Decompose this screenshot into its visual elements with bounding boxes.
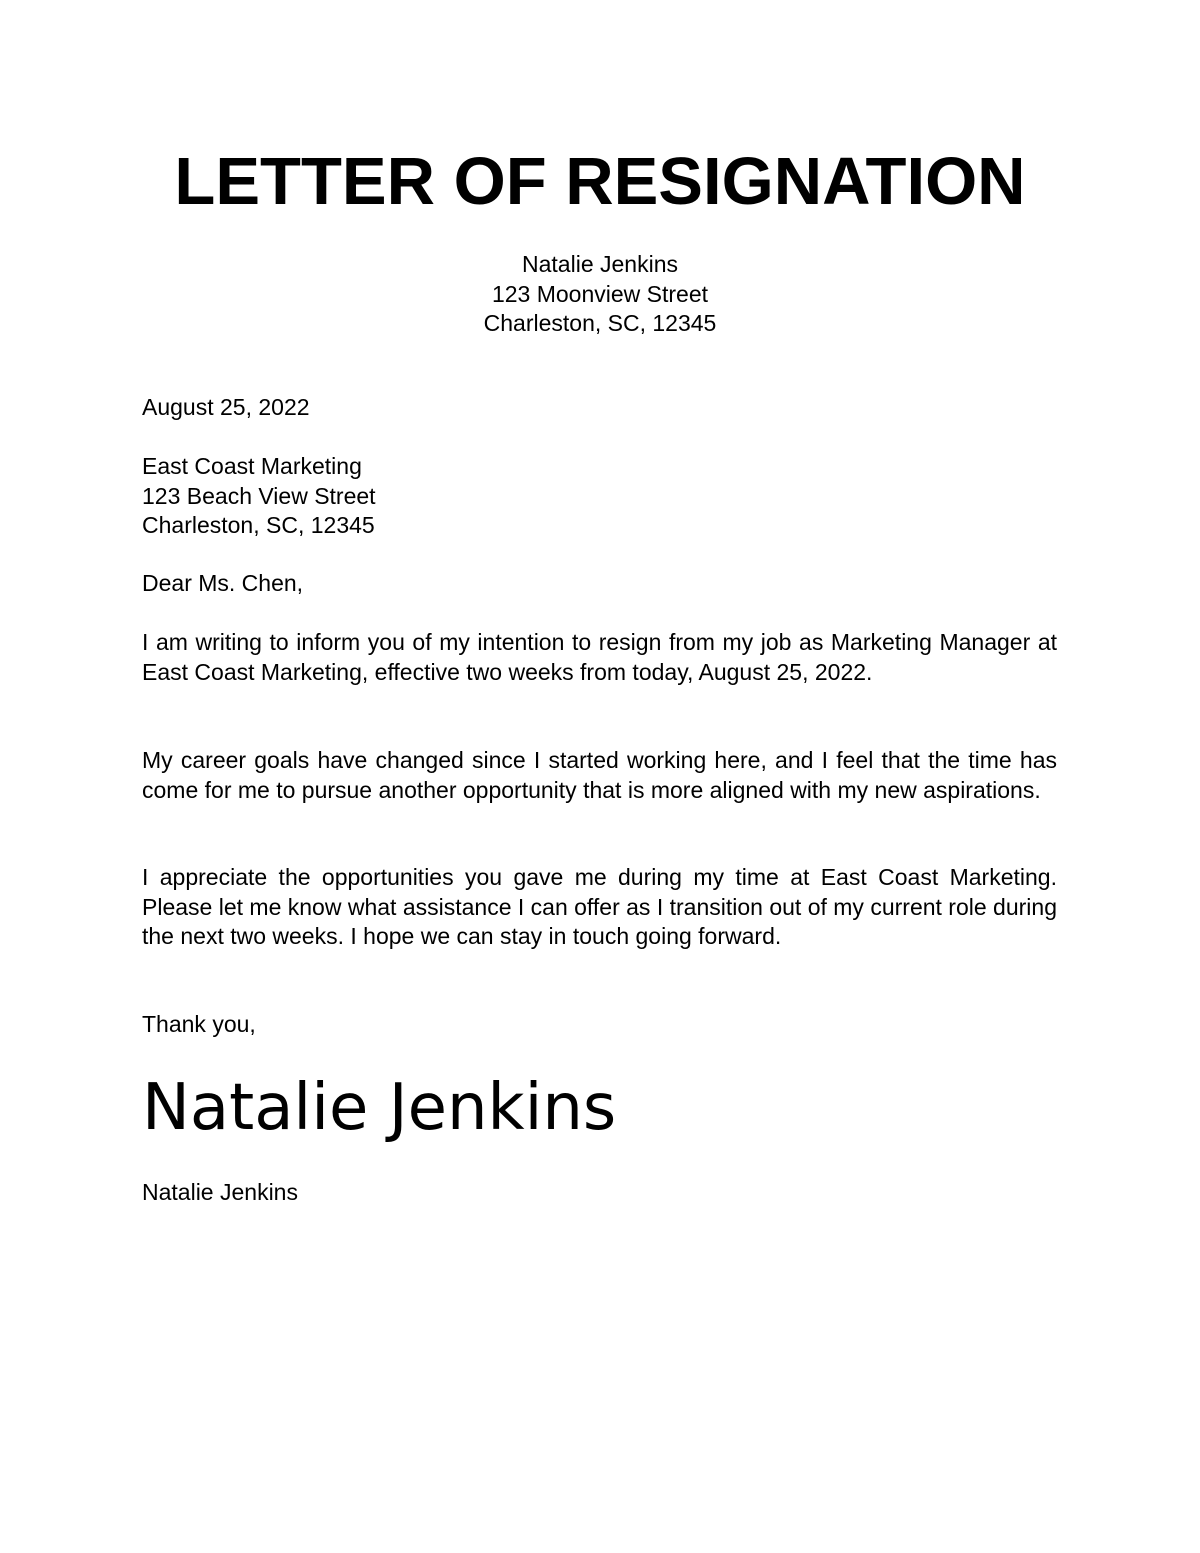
letter-date: August 25, 2022: [142, 394, 310, 420]
recipient-company: East Coast Marketing: [142, 453, 362, 479]
sender-address: [0, 250, 1200, 339]
recipient-city: Charleston, SC, 12345: [142, 512, 375, 538]
sender-name: Natalie Jenkins: [522, 251, 678, 277]
recipient-address: [142, 452, 1057, 541]
paragraph-intent: I am writing to inform you of my intention to resign from my job as Marketing Manager at East Coast Marketing, effective two weeks from today, August 25, 2022.: [142, 629, 1057, 685]
page-title: LETTER OF RESIGNATION: [174, 144, 1026, 219]
greeting: Dear Ms. Chen,: [142, 570, 304, 596]
recipient-street: 123 Beach View Street: [142, 482, 376, 509]
typed-name: Natalie Jenkins: [142, 1179, 298, 1205]
paragraph-reason: My career goals have changed since I started working here, and I feel that the time has come for me to pursue another opportunity that is more aligned with my new aspirations.: [142, 747, 1057, 803]
signature: Natalie Jenkins: [142, 1071, 617, 1145]
sender-street: 123 Moonview Street: [491, 280, 709, 307]
sender-city: Charleston, SC, 12345: [483, 310, 717, 336]
closing: Thank you,: [142, 1011, 256, 1037]
paragraph-appreciation: I appreciate the opportunities you gave me during my time at East Coast Marketing. Please let me know what assistance I can offer as I transition out of my current role during the next two weeks. I hope we can stay in touch going forward.: [142, 864, 1057, 949]
